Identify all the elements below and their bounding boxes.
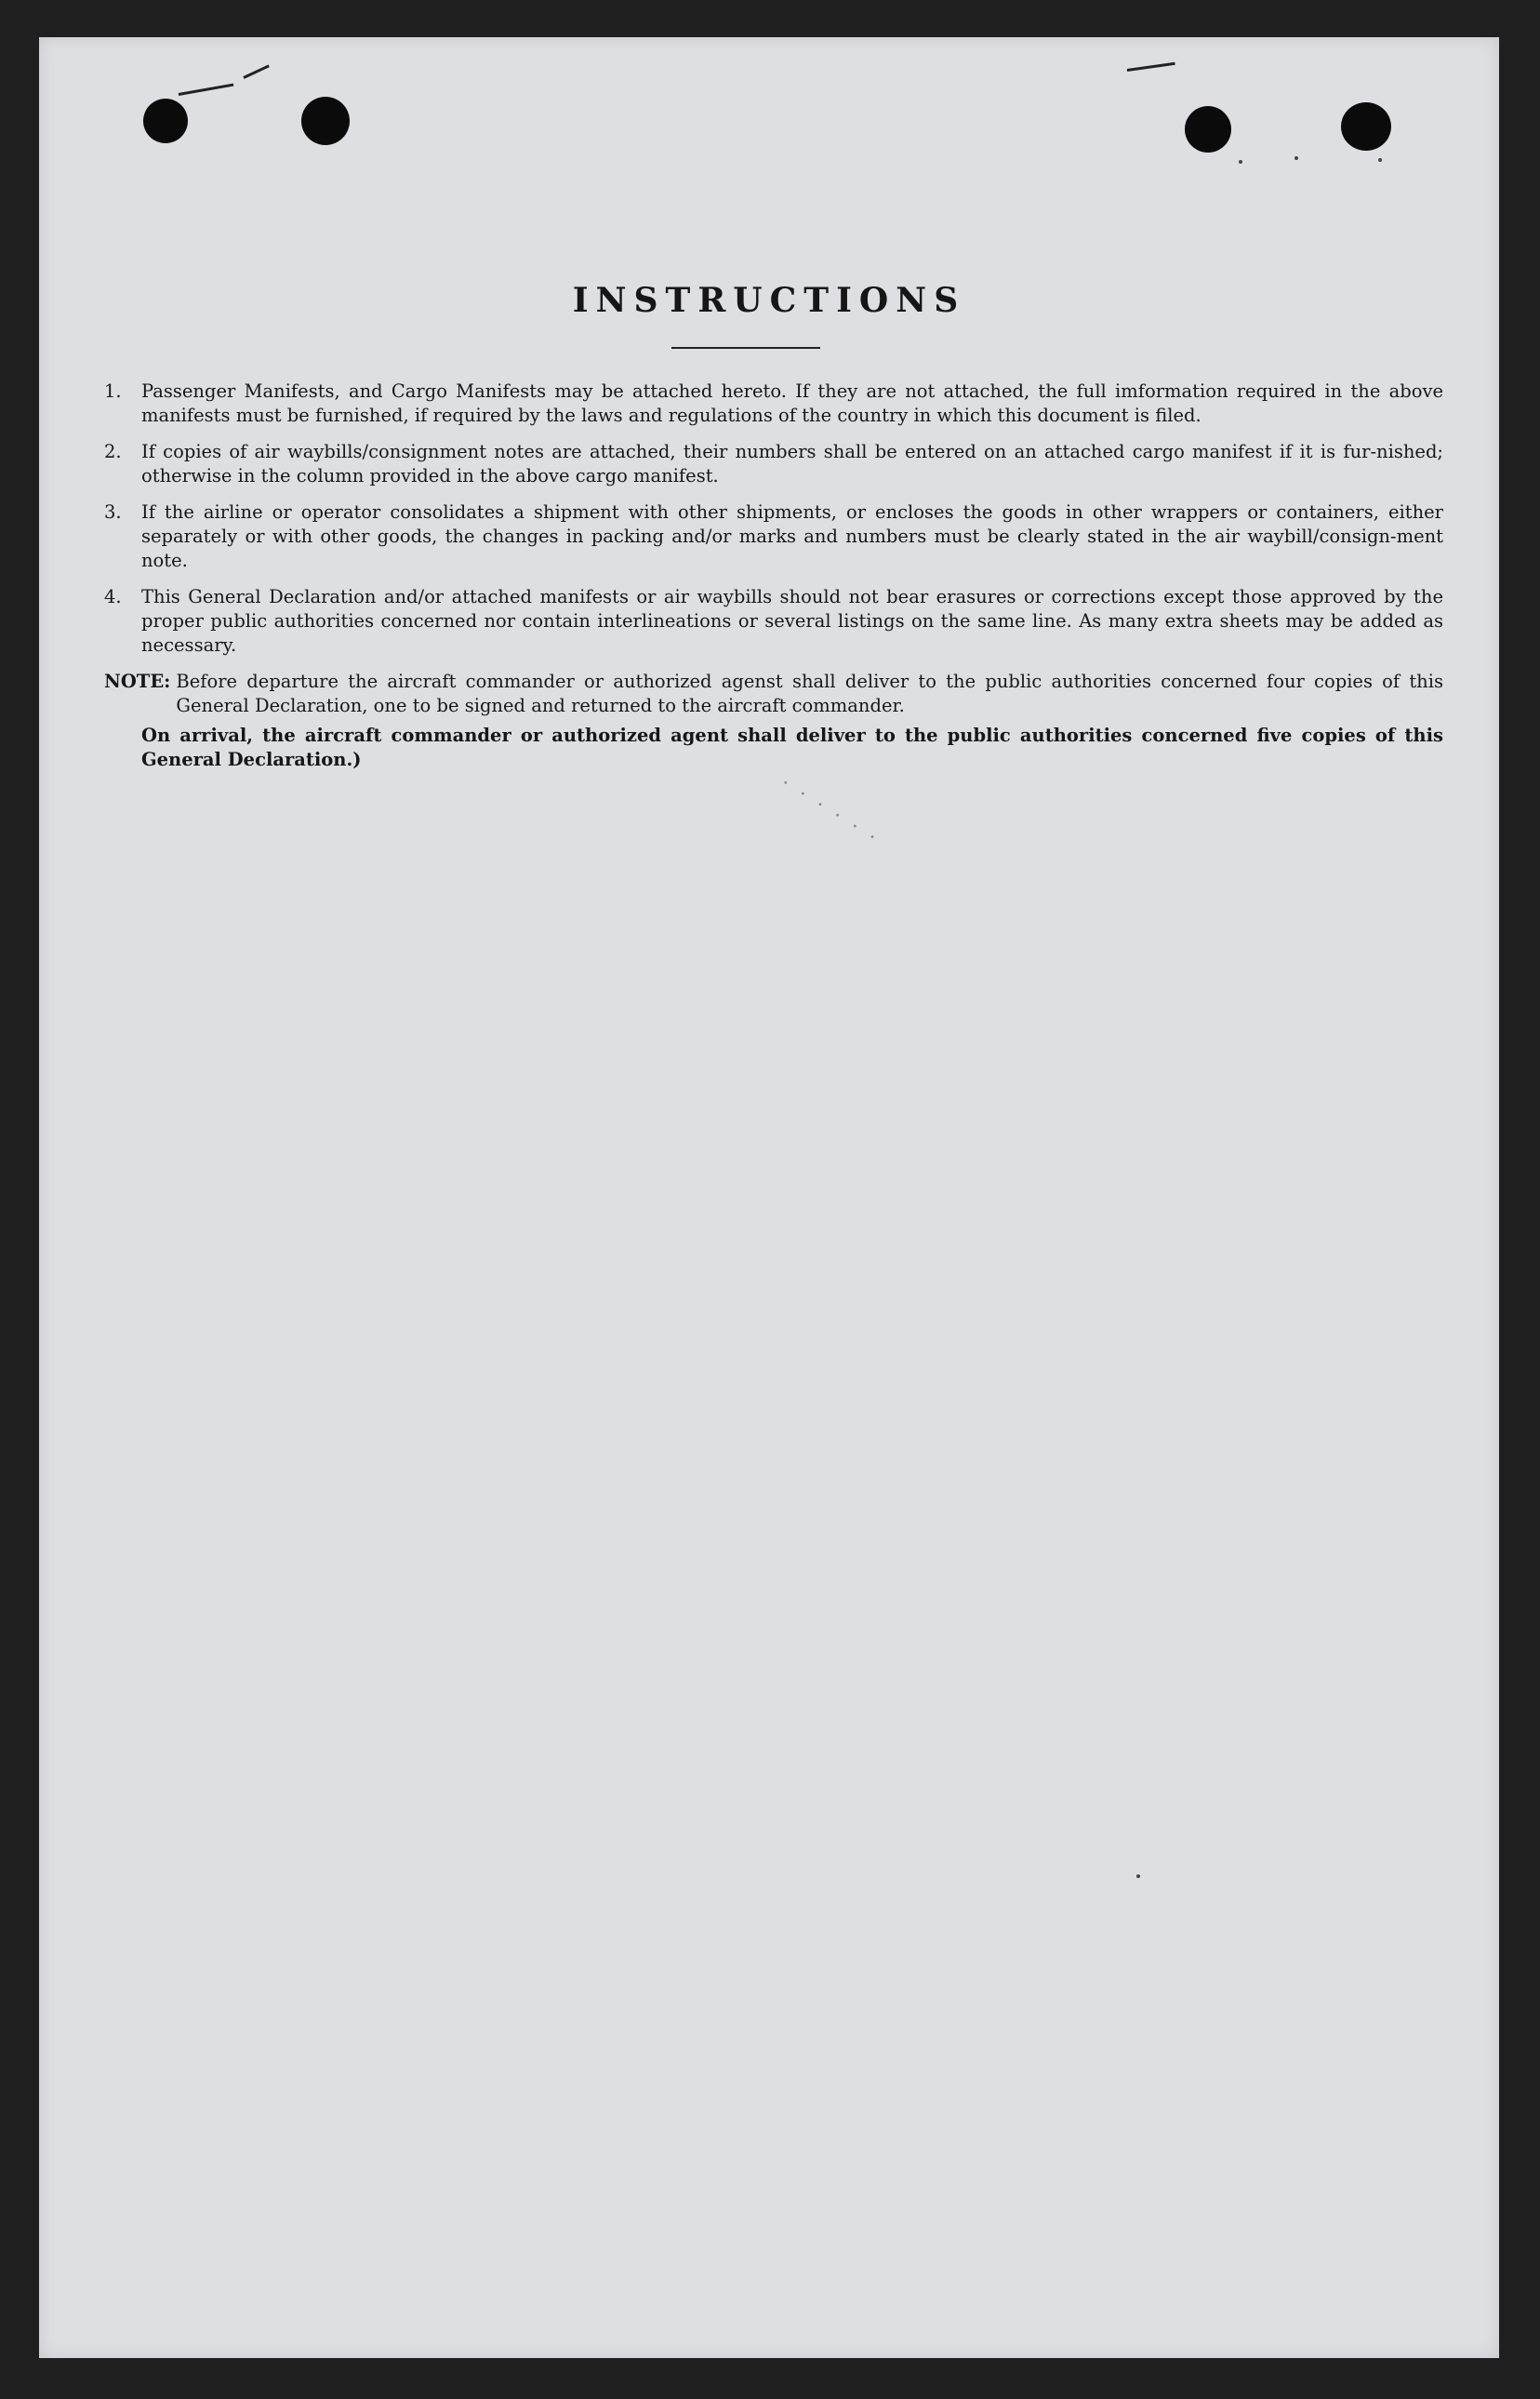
punch-hole-icon <box>143 99 188 143</box>
scan-speck <box>1136 1874 1140 1878</box>
note-label: NOTE: <box>104 671 171 692</box>
item-number: 4. <box>104 586 122 607</box>
punch-hole-icon <box>301 97 350 145</box>
document-page <box>39 37 1499 2358</box>
pen-mark <box>243 64 269 78</box>
note-block <box>104 670 1443 718</box>
item-text: If copies of air waybills/consignment notes are attached, their numbers shall be entered on an attached cargo manifest if it is fur-nished; otherwise in the column provided in the above cargo manifest. <box>141 441 1443 486</box>
faint-stamp-mark: · · · · · · <box>776 771 884 852</box>
scan-speck <box>1239 160 1242 164</box>
instructions-list <box>104 380 1443 772</box>
scan-speck <box>1378 158 1382 162</box>
pen-mark <box>1127 62 1175 72</box>
scan-speck <box>1294 156 1298 160</box>
page-title: INSTRUCTIONS <box>572 281 966 320</box>
pen-mark <box>179 84 234 96</box>
instruction-item <box>104 500 1443 573</box>
title-underline <box>671 347 820 349</box>
note-arrival-text: On arrival, the aircraft commander or authorized agent shall deliver to the public authorities concerned five copies of this General Declaration.) <box>141 725 1443 770</box>
note-text: Before departure the aircraft commander or authorized agenst shall deliver to the public authorities concerned four copies of this General Declaration, one to be signed and returned to the aircraft commander. <box>176 671 1443 716</box>
item-text: Passenger Manifests, and Cargo Manifests may be attached hereto. If they are not attached, the full imformation required in the above manifests must be furnished, if required by the laws and regulations of the country in which this document is filed. <box>141 380 1443 426</box>
item-number: 2. <box>104 441 122 462</box>
item-number: 1. <box>104 380 122 402</box>
item-text: This General Declaration and/or attached manifests or air waybills should not bear erasures or corrections except those approved by the proper public authorities concerned nor contain interlineations or several listings on the same line. As many extra sheets may be added as necessary. <box>141 586 1443 656</box>
punch-hole-icon <box>1185 106 1231 153</box>
item-text: If the airline or operator consolidates a shipment with other shipments, or encloses the goods in other wrappers or containers, either separately or with other goods, the changes in packing and/or marks and numbers must be clearly stated in the air waybill/consign-ment note. <box>141 501 1443 571</box>
instruction-item <box>104 585 1443 658</box>
punch-hole-icon <box>1341 102 1391 151</box>
instruction-item <box>104 440 1443 488</box>
instruction-item <box>104 380 1443 428</box>
item-number: 3. <box>104 501 122 523</box>
